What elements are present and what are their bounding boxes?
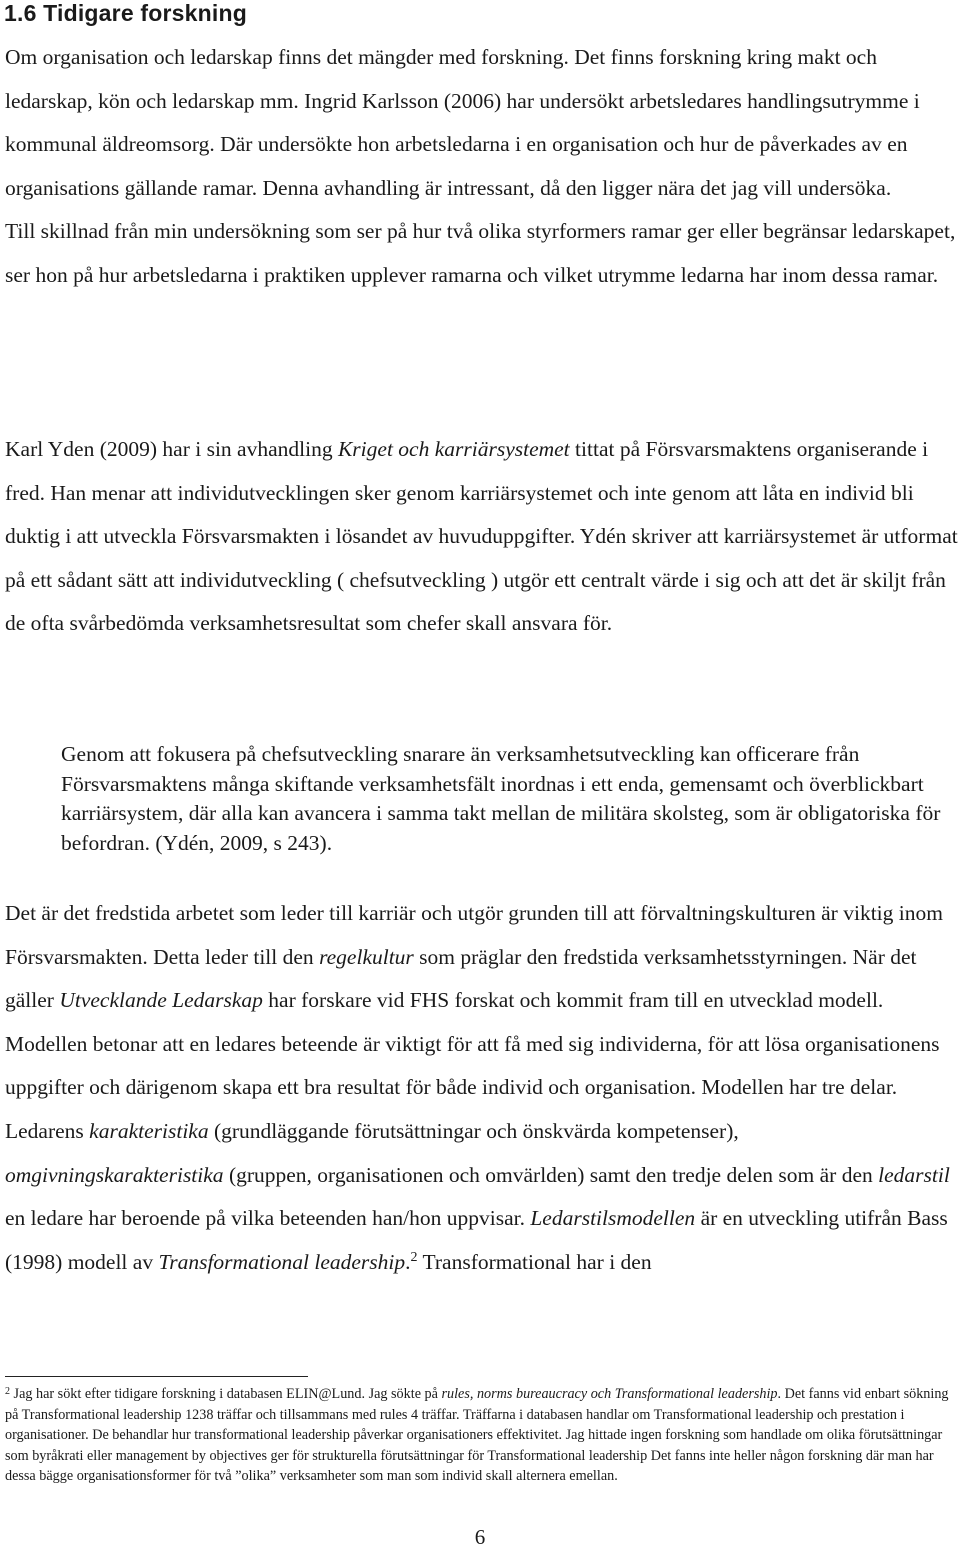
paragraph-text: (gruppen, organisationen och omvärlden) samt den tredje delen som är den [223,1162,879,1187]
emphasis-text: Transformational leadership [158,1249,406,1274]
paragraph-text: Karl Yden (2009) har i sin avhandling [5,437,338,461]
emphasis-text: Utvecklande Ledarskap [59,988,263,1013]
emphasis-text: omgivningskarakteristika [5,1162,224,1187]
paragraph-text: Transformational har i den [417,1249,652,1274]
footnote-emphasis: rules, norms bureaucracy och Transformational leadership [441,1386,778,1402]
paragraph-text: som präglar den fredstida verksamhetsstyrningen. När det gäller [5,944,917,1013]
paragraph-text: Till skillnad från min undersökning som ser på hur två olika styrformers ramar ger eller begränsar ledarskapet, ser hon på hur arbetsledarna i praktiken upplever ramarna och vilket utrymme ledarna har inom dessa ramar. [5,219,956,287]
block-quote: Genom att fokusera på chefsutveckling snarare än verksamhetsutveckling kan officerare från Försvarsmaktens många skiftande verksamhetsfält inordnas i ett enda, gemensamt och överblickbart karriärsystem, där alla kan avancera i samma takt mellan de militära skolsteg, som är obligatoriska för befordran. (Ydén, 2009, s 243). [61,742,941,855]
paragraph-text: Om organisation och ledarskap finns det mängder med forskning. Det finns forskning kring makt och ledarskap, kön och ledarskap mm. Ingrid Karlsson (2006) har undersökt arbetsledares handlingsutrymme i kommunal äldreomsorg. Där undersökte hon arbetsledarna i en organisation och hur de påverkades av en organisations gällande ramar. Denna avhandling är intressant, då den ligger nära det jag vill undersöka. [5,45,920,200]
emphasis-text: karakteristika [89,1118,209,1143]
footnote [5,1384,960,1487]
emphasis-text: ledarstil [878,1162,950,1187]
footnote-marker: 2 [5,1386,10,1397]
emphasis-text: regelkultur [319,944,414,969]
footnote-text: . Det fanns vid enbart sökning på Transformational leadership 1238 träffar och tillsammans med rules 4 träffar. Träffarna i databasen handlar om Transformational leadership och prestation i organisationer. De behandlar hur transformational leadership påverkar organisationers effektivitet. Jag hittade ingen forskning som handlade om olika förutsättningar som byråkrati eller management by objectives ger för strukturella förutsättningar för Transformational leadership Det fanns inte heller någon forskning där man har dessa bägge organisationsformer för två ”olika” verksamheter som man som individ skall alternera emellan. [5,1386,949,1484]
book-title: Kriget och karriärsystemet [337,437,570,461]
paragraph-text: en ledare har beroende på vilka beteenden han/hon uppvisar. [5,1206,531,1231]
footnote-text: Jag har sökt efter tidigare forskning i databasen ELIN@Lund. Jag sökte på [10,1386,442,1402]
paragraph-text: tittat på Försvarsmaktens organiserande i fred. Han menar att individutvecklingen sker genom karriärsystemet och inte genom att låta en individ bli duktig i att utveckla Försvarsmakten i lösandet av huvuduppgifter. Ydén skriver att karriärsystemet är utformat på ett sådant sätt att individutveckling ( chefsutveckling ) utgör ett centralt värde i sig och att det är skiljt från de ofta svårbedömda verksamhetsresultat som chefer skall ansvara för. [5,437,958,636]
paragraph-previous-research [5,36,960,298]
paragraph-text: har forskare vid FHS forskat och kommit fram till en utvecklad modell. Modellen betonar att en ledares beteende är viktigt för att få med sig individerna, för att lösa organisationens uppgifter och därigenom skapa ett bra resultat för både individ och organisation. Modellen har tre delar. Ledarens [5,988,940,1143]
section-heading: 1.6 Tidigare forskning [4,0,247,26]
paragraph-text: . [405,1249,411,1274]
paragraph-text: (grundläggande förutsättningar och önskvärda kompetenser), [208,1118,739,1143]
paragraph-leadership-model [5,892,960,1284]
footnote-separator [5,1376,308,1377]
paragraph-yden [5,428,960,646]
paragraph-text: är en utveckling utifrån Bass (1998) modell av [5,1206,948,1274]
emphasis-text: Ledarstilsmodellen [530,1206,696,1231]
footnote-reference[interactable]: 2 [410,1249,418,1265]
paragraph-text: Det är det fredstida arbetet som leder till karriär och utgör grunden till att förvaltningskulturen är viktig inom Försvarsmakten. Detta leder till den [5,901,943,969]
page-number: 6 [474,1525,486,1549]
